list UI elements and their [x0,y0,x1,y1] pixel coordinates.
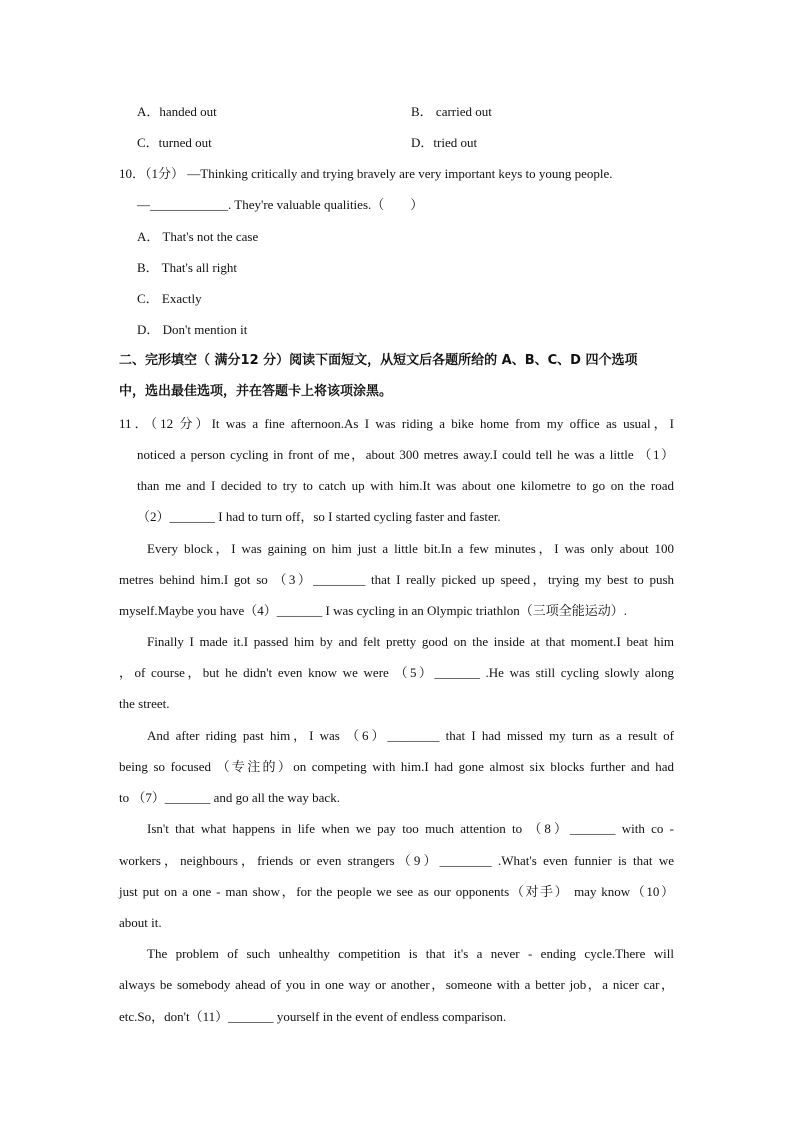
q11-line-5: Every block，I was gaining on him just a little bit.In a few minutes，I was only about 100 [147,541,674,556]
q11-line-19: always be somebody ahead of you in one way or another，someone with a better job，a nicer car， [119,977,674,992]
q10-option-a: A． That's not the case [137,229,259,244]
q11-line-8: Finally I made it.I passed him by and felt pretty good on the inside at that moment.I beat him [147,634,674,649]
q11-line-16: just put on a one - man show，for the people we see as our opponents（对手） may know（10） [119,884,674,899]
q11-line-13: to （7）_______ and go all the way back. [119,790,340,805]
q9-option-a: A．handed out [137,104,217,119]
q11-line-20: etc.So，don't（11）_______ yourself in the event of endless comparison. [119,1009,507,1024]
q11-line-6: metres behind him.I got so （3）________ that I really picked up speed，trying my best to push [119,572,674,587]
q11-line-9: ，of course，but he didn't even know we were （5）_______ .He was still cycling slowly along [119,665,674,680]
q11-line-10: the street. [119,696,170,711]
section2-heading-line2: 中，选出最佳选项，并在答题卡上将该项涂黑。 [119,384,393,399]
q11-line-14: Isn't that what happens in life when we pay too much attention to （8）_______ with co - [147,821,674,836]
q11-line-17: about it. [119,915,162,930]
q9-option-b: B． carried out [411,104,492,119]
q11-line-3: than me and I decided to try to catch up with him.It was about one kilometre to go on the road [137,478,674,493]
q11-line-2: noticed a person cycling in front of me，about 300 metres away.I could tell he was a little （1） [137,447,674,462]
q11-line-18: The problem of such unhealthy competition is that it's a never - ending cycle.There will [147,946,674,961]
q11-line-11: And after riding past him，I was （6）________ that I had missed my turn as a result of [147,728,674,743]
q10-stem: 10．（1分） —Thinking critically and trying bravely are very important keys to young people. [119,166,613,181]
q10-reply: —____________. They're valuable qualities.（ ） [137,197,424,212]
q11-line-7: myself.Maybe you have（4）_______ I was cycling in an Olympic triathlon（三项全能运动）. [119,603,628,618]
q10-option-d: D． Don't mention it [137,322,248,337]
q10-option-c: C． Exactly [137,291,202,306]
q9-option-c: C．turned out [137,135,212,150]
q10-option-b: B． That's all right [137,260,237,275]
q11-line-15: workers，neighbours，friends or even strangers（9）________ .What's even funnier is that we [119,853,674,868]
section2-heading-line1: 二、完形填空（ 满分12 分）阅读下面短文，从短文后各题所给的 A、B、C、D 四个选项 [119,353,638,368]
q11-line-12: being so focused （专注的）on competing with him.I had gone almost six blocks further and had [119,759,674,774]
q9-option-d: D．tried out [411,135,478,150]
q11-line-4: （2）_______ I had to turn off，so I started cycling faster and faster. [137,509,501,524]
q11-line-1: 11．（12 分）It was a fine afternoon.As I was riding a bike home from my office as usual，I [119,416,674,431]
